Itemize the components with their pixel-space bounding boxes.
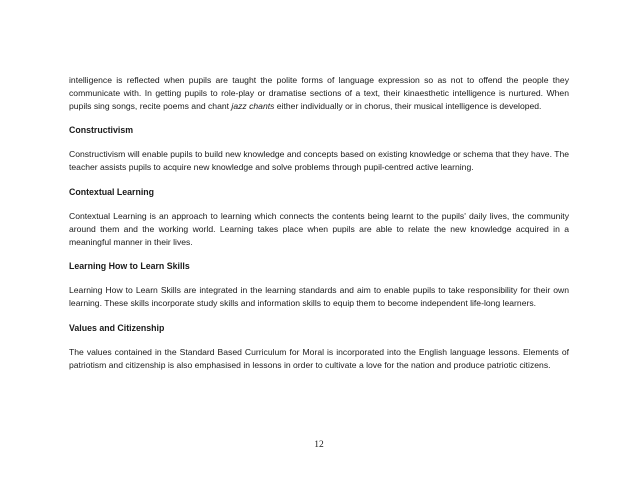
section-body-learning-how-to-learn: Learning How to Learn Skills are integrated in the learning standards and aim to enable pupils to take responsibility for their own learning. These skills incorporate study skills and information skills to equip them to become independent life-long learners. <box>69 285 569 309</box>
section-body-constructivism: Constructivism will enable pupils to build new knowledge and concepts based on existing knowledge or schema that they have. The teacher assists pupils to acquire new knowledge and solve problems through pupil-centred active learning. <box>69 149 570 173</box>
section-heading-values-citizenship: Values and Citizenship <box>69 322 165 333</box>
intro-text-part2: either individually or in chorus, their musical intelligence is developed. <box>274 100 542 111</box>
intro-text-part1: intelligence is reflected when pupils are taught the polite forms of language expression so as not to offend the people they communicate with. In getting pupils to role-play or dramatise sections of a text, their kinaesthetic intelligence is nurtured. When pupils sing songs, recite poems and chant <box>69 75 569 111</box>
section-heading-constructivism: Constructivism <box>69 125 134 136</box>
section-heading-learning-how-to-learn: Learning How to Learn Skills <box>69 261 190 272</box>
intro-paragraph <box>69 74 569 112</box>
section-body-values-citizenship: The values contained in the Standard Based Curriculum for Moral is incorporated into the English language lessons. Elements of patriotism and citizenship is also emphasised in lessons in order to cultivate a love for the nation and produce patriotic citizens. <box>69 346 569 370</box>
page-content <box>69 74 569 372</box>
section-body-contextual-learning: Contextual Learning is an approach to learning which connects the contents being learnt to the pupils' daily lives, the community around them and the working world. Learning takes place when pupils are able to relate the new knowledge acquired in a meaningful manner in their lives. <box>69 210 569 247</box>
page-number: 12 <box>314 440 324 450</box>
intro-emphasis: jazz chants <box>231 100 275 111</box>
section-heading-contextual-learning: Contextual Learning <box>69 186 155 197</box>
